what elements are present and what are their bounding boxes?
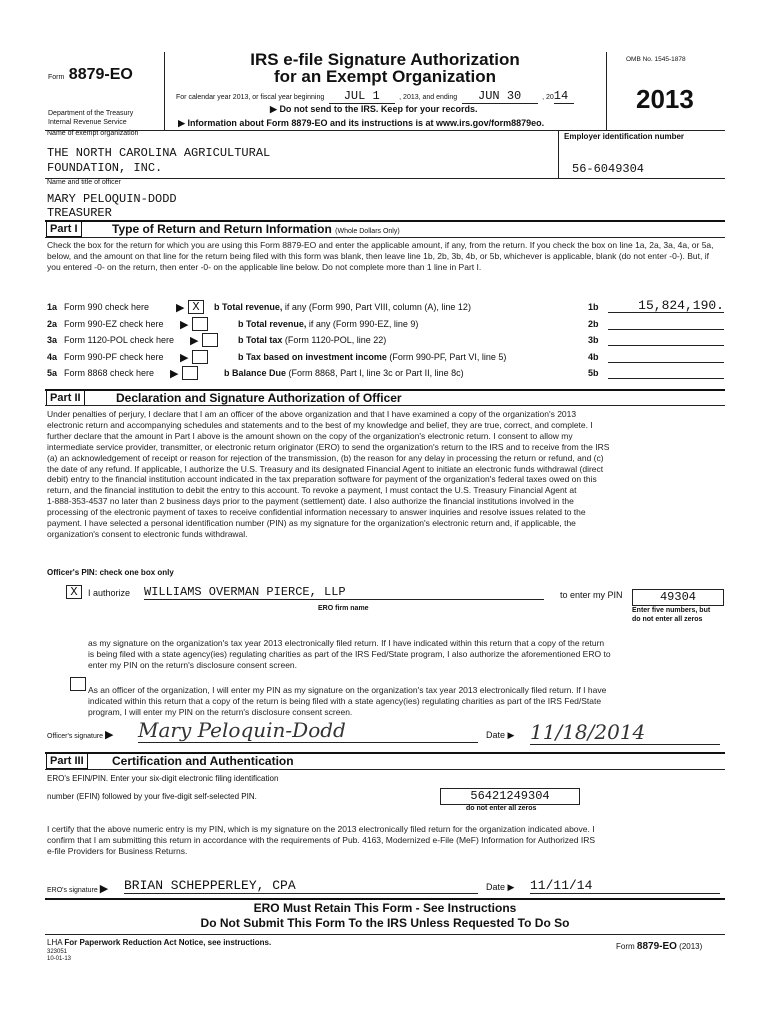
officer-pin[interactable]: 49304 [632,589,724,606]
officer-signature-label-text: Officer's signature [47,733,104,740]
fiscal-mid: , 2013, and ending [399,94,458,101]
line-amount[interactable] [608,331,724,346]
line-b-bold: Total revenue, [246,318,307,329]
do-not-send [270,104,477,115]
footer-bottom-rule [45,934,725,935]
pin-note2: do not enter all zeros [632,616,703,623]
efin-line1: ERO's EFIN/PIN. Enter your six-digit electronic filing identification [47,774,279,783]
arrow-right-icon: ▶ [176,302,185,314]
line-b-ref: 1b [588,302,599,312]
arrow-right-icon: ▶ [270,104,277,114]
officer-date-label-text: Date [486,730,506,740]
line-a-text: Form 990-PF check here [64,351,164,362]
officer-title: TREASURER [47,206,112,220]
line-b-text [224,368,464,378]
header-bottom-rule [45,130,725,131]
return-type-checkbox[interactable] [202,333,218,347]
line-b-letter: b [214,302,222,312]
ein-divider [558,130,559,178]
line-amount[interactable]: 15,824,190. [608,298,724,313]
part1-intro: Check the box for the return for which you are using this Form 8879-EO and enter the applicable amount, if any, from the return. If you check the box on line 1a, 2a, 3a, 4a, or 5a, below, and the amount on that line for the return being filed with this form was blank, then leave line 1b, 2b, 3b, 4b, or 5b, whichever is applicable, blank (do not enter -0-). But, if you entered -0- on the return, then enter -0- on the applicable line below. Do not complete more than 1 line in Part I. [47,240,714,272]
line-amount[interactable] [608,348,724,363]
line-b-bold: Tax based on investment income [246,351,387,362]
info-line [178,118,606,129]
footer-form-ref [616,941,702,952]
header-divider-right [606,52,607,130]
lha-label: LHA [47,938,63,947]
paperwork-text: For Paperwork Reduction Act Notice, see instructions. [64,938,272,947]
fiscal-year-prefix: , 20 [542,94,554,101]
line-b-desc: (Form 990-PF, Part VI, line 5) [389,351,507,362]
paragraph-line: further declare that the amount in Part I above is the amount shown on the copy of the organization's electronic return. I consent to allow my [47,430,573,441]
line-b-ref: 5b [588,368,599,378]
paragraph-line: processing of the electronic payment of taxes to receive confidential information necessary to answer inquiries and resolve issues related to the [47,507,586,518]
part1-title [112,222,400,236]
officer-name: MARY PELOQUIN-DODD [47,192,177,206]
arrow-right-icon: ▶ [507,730,515,740]
officer-enter-pin-checkbox[interactable] [70,677,86,691]
option2-text [88,685,724,718]
arrow-right-icon: ▶ [507,882,515,892]
form-number-block [48,66,133,84]
footer-top-rule [45,898,725,900]
ero-signature-label [47,882,108,895]
paperwork-notice [47,938,271,947]
part3-label: Part III [46,753,88,769]
return-type-checkbox[interactable] [192,317,208,331]
org-bottom-rule [45,178,725,179]
footer-form-prefix: Form [616,942,635,951]
omb-number: OMB No. 1545-1878 [626,56,686,63]
form-prefix: Form [48,74,65,81]
form-title-line2: for an Exempt Organization [274,67,496,86]
paragraph-line: enter my PIN on the return's disclosure consent screen. [88,660,298,670]
line-b-desc: if any (Form 990, Part VIII, column (A), line 12) [284,302,471,312]
arrow-right-icon: ▶ [99,883,109,895]
line-b-bold: Total tax [246,335,283,345]
line-b-letter: b [238,335,246,345]
officer-date[interactable]: 11/18/2014 [530,720,720,745]
efin-line2: number (EFIN) followed by your five-digit self-selected PIN. [47,792,257,801]
line-a-number: 3a [47,335,58,345]
authorize-ero-checkbox[interactable]: X [66,585,82,599]
line-b-ref: 2b [588,318,599,329]
form-number: 8879-EO [68,66,133,83]
info-line-text: Information about Form 8879-EO and its instructions is at www.irs.gov/form8879eo. [187,118,545,128]
paragraph-line: return, and the financial institution to debit the entry to this account. To revoke a payment, I must contact the U.S. Treasury Financial Agent at [47,485,577,496]
line-b-bold: Total revenue, [222,302,283,312]
return-type-checkbox[interactable]: X [188,300,204,314]
tax-year: 2013 [636,84,694,114]
retain-line1: ERO Must Retain This Form - See Instructions [253,901,517,915]
line-a-text: Form 990-EZ check here [64,318,164,329]
paragraph-line: e-file Providers for Business Returns. [47,846,188,856]
paragraph-line: debit) entry to the financial institution account indicated in the tax preparation software for payment of the organization's federal taxes owed on this [47,474,597,485]
line-b-text [238,335,386,345]
paragraph-line: program, I will enter my PIN on the return's disclosure consent screen. [88,707,353,717]
fiscal-year-line [176,86,574,104]
paragraph-line: I certify that the above numeric entry is my PIN, which is my signature on the 2013 electronically filed return for the organization indicated above. I [47,824,595,834]
officer-label: Name and title of officer [47,179,121,186]
efin-pin-value[interactable]: 56421249304 [440,788,580,805]
line-b-letter: b [238,351,246,362]
ero-date-label-text: Date [486,882,506,892]
paragraph-line: indicated within this return that a copy of the return is being filed with a state agency(ies) regulating charities as part of the IRS Fed/State [88,696,602,706]
ein-value: 56-6049304 [572,162,645,176]
part3-title-rule [45,769,725,770]
ero-firm-label: ERO firm name [318,605,369,612]
paragraph-line: Under penalties of perjury, I declare that I am an officer of the above organization and that I have examined a copy of the organization's 2013 [47,409,577,419]
part1-label: Part I [46,221,82,237]
paragraph-line: (a) an acknowledgement of receipt or reason for rejection of the transmission, (b) the reason for any delay in processing the return or refund, and (c) [47,452,604,463]
footer-form-number: 8879-EO [636,941,677,952]
form-code2: 10-01-13 [47,956,72,962]
line-a-number: 4a [47,351,58,362]
line-b-ref: 3b [588,335,599,345]
paragraph-line: is being filed with a state agency(ies) regulating charities as part of the IRS Fed/State program, I also authorize the aforementioned ERO to [88,649,611,659]
return-type-checkbox[interactable] [182,366,198,380]
org-name-line2: FOUNDATION, INC. [47,161,163,175]
dept-line1: Department of the Treasury [48,110,134,117]
line-a-number: 5a [47,368,58,378]
line-b-bold: Balance Due [232,368,287,378]
fiscal-year-suffix: 14 [554,89,574,104]
paragraph-line: electronic return and accompanying schedules and statements and to the best of my knowledge and belief, they are true, correct, and complete. I [47,419,593,430]
line-b-text [238,319,418,329]
line-a-number: 2a [47,318,58,329]
officer-date-label [486,730,514,741]
pin-note1: Enter five numbers, but [632,607,711,614]
ein-label: Employer identification number [564,132,685,141]
ero-date[interactable]: 11/11/14 [530,878,720,894]
line-b-letter: b [224,368,232,378]
efin-note: do not enter all zeros [466,805,537,812]
pin-heading: Officer's PIN: check one box only [47,568,174,577]
part2-title-rule [45,405,725,406]
paragraph-line: payment. I have selected a personal identification number (PIN) as my signature for the organization's electronic return and, if applicable, the [47,518,576,529]
line-a-text: Form 990 check here [64,302,150,312]
arrow-right-icon: ▶ [180,351,189,364]
ero-firm-name[interactable]: WILLIAMS OVERMAN PIERCE, LLP [144,585,544,600]
ero-date-label [486,882,514,893]
arrow-right-icon: ▶ [105,729,114,741]
line-b-desc: (Form 8868, Part I, line 3c or Part II, line 8c) [288,368,464,378]
paragraph-line: 1-888-353-4537 no later than 2 business days prior to the payment (settlement) date. I also authorize the financial institutions involved in the [47,496,574,507]
fiscal-end: JUN 30 [462,89,538,104]
org-name-line1: THE NORTH CAROLINA AGRICULTURAL [47,146,271,160]
line-a-number: 1a [47,302,58,312]
retain-line2: Do Not Submit This Form To the IRS Unless Requested To Do So [200,916,570,930]
part2-label: Part II [46,390,85,406]
paragraph-line: confirm that I am submitting this return in accordance with the requirements of Pub. 4163, Modernized e-File (MeF) Information for Authorized IRS [47,835,596,845]
paragraph-line: as my signature on the organization's tax year 2013 electronically filed return. If I have indicated within this return that a copy of the return [88,638,605,648]
line-b-desc: (Form 1120-POL, line 22) [284,335,387,345]
ero-signature[interactable]: BRIAN SCHEPPERLEY, CPA [124,878,478,894]
officer-signature[interactable]: Mary Peloquin-Dodd [138,718,478,743]
line-amount[interactable] [608,315,724,330]
dept-line2: Internal Revenue Service [48,119,127,126]
footer-form-year: (2013) [679,942,703,951]
line-amount[interactable] [608,364,724,379]
fiscal-begin: JUL 1 [329,89,395,104]
officer-signature-label [47,728,114,741]
part2-title: Declaration and Signature Authorization of Officer [116,391,402,405]
declaration-text [47,409,727,540]
arrow-right-icon: ▶ [170,368,179,380]
to-enter-pin: to enter my PIN [560,590,623,600]
certification-text [47,824,727,857]
line-a-text: Form 1120-POL check here [64,335,175,345]
option1-text [88,638,724,671]
part3-title: Certification and Authentication [112,754,294,768]
form-title-line1: IRS e-file Signature Authorization [250,50,520,69]
calendar-prefix: For calendar year 2013, or fiscal year beginning [176,94,325,101]
ero-signature-label-text: ERO's signature [47,887,98,894]
part1-title-note: (Whole Dollars Only) [335,228,400,235]
org-name-label: Name of exempt organization [47,130,139,137]
line-b-text [214,302,471,312]
part1-title-rule [45,237,725,238]
paragraph-line: the date of any refund. If applicable, I authorize the U.S. Treasury and its designated Financial Agent to initiate an electronic funds withdrawal (direct [47,463,604,474]
line-b-desc: if any (Form 990-EZ, line 9) [308,318,419,329]
arrow-right-icon: ▶ [178,118,185,128]
arrow-right-icon: ▶ [180,318,189,331]
paragraph-line: intermediate service provider, transmitter, or electronic return originator (ERO) to send the organization's return to the IRS and to receive from the IRS [47,441,610,452]
line-a-text: Form 8868 check here [64,368,155,378]
paragraph-line: organization's consent to electronic funds withdrawal. [47,528,248,539]
arrow-right-icon: ▶ [190,335,199,347]
line-b-ref: 4b [588,351,599,362]
line-b-text [238,352,506,362]
form-code1: 323051 [47,949,68,955]
authorize-prefix: I authorize [88,588,131,598]
line-b-letter: b [238,318,246,329]
part1-title-text: Type of Return and Return Information [112,222,332,236]
paragraph-line: As an officer of the organization, I will enter my PIN as my signature on the organization's tax year 2013 electronically filed return. If I have [88,685,607,695]
do-not-send-text: Do not send to the IRS. Keep for your records. [279,104,478,114]
return-type-checkbox[interactable] [192,350,208,364]
